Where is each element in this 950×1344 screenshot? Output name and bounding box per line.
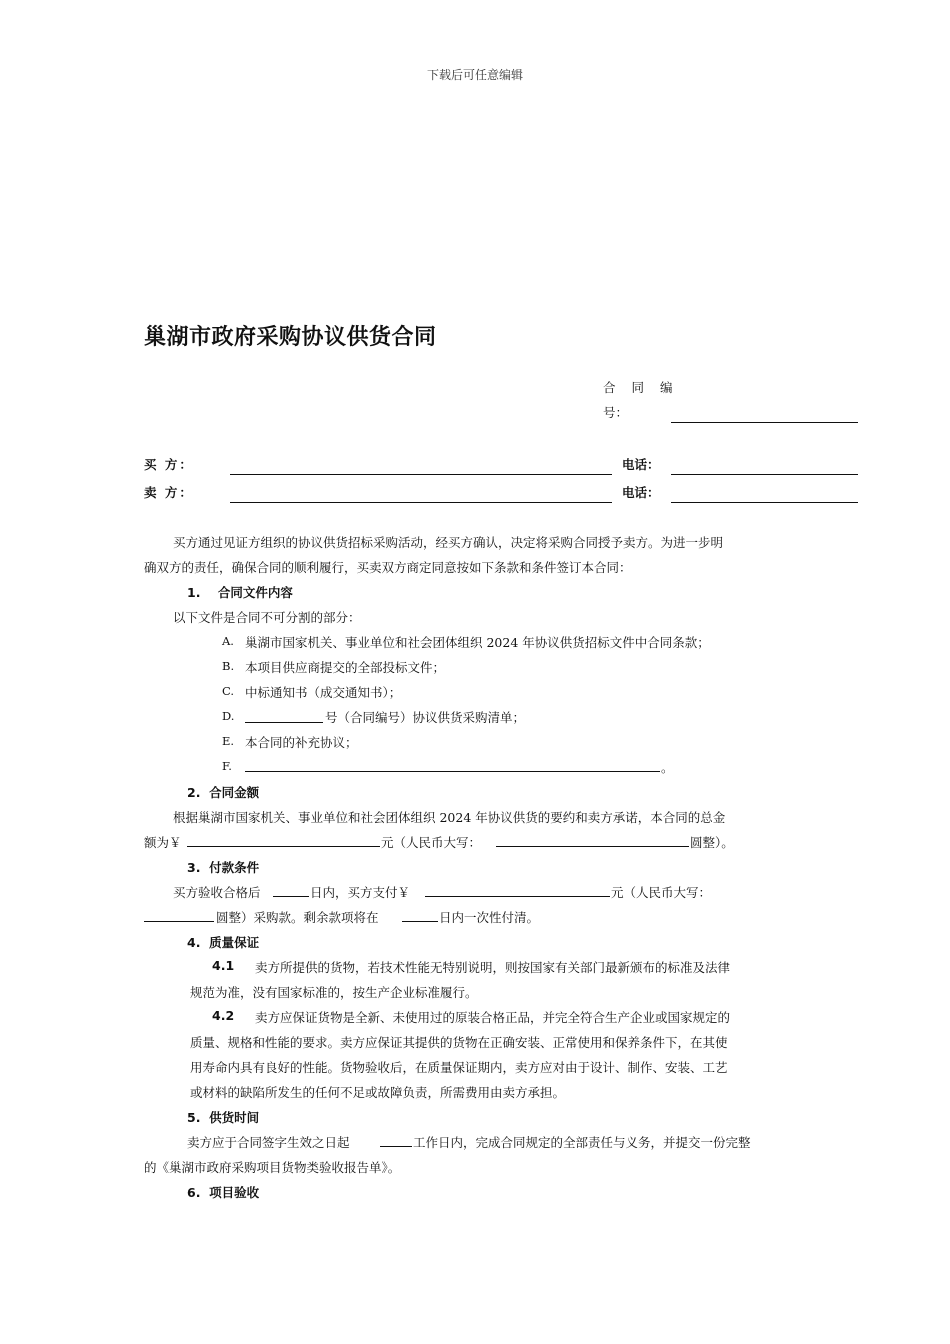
clause-4-2-line-3: 用寿命内具有良好的性能。货物验收后，在质量保证期内，卖方应对由于设计、制作、安装、工艺: [190, 1060, 728, 1075]
section-5-line-1b: 工作日内，完成合同规定的全部责任与义务，并提交一份完整: [413, 1135, 751, 1150]
section-5-heading: 5. 供货时间: [187, 1110, 260, 1125]
section-5-line-2: 的《巢湖市政府采购项目货物类验收报告单》。: [144, 1160, 401, 1175]
item-c-letter: C.: [222, 684, 235, 698]
item-a-letter: A.: [222, 634, 234, 648]
payment-amount-rmb-field[interactable]: [144, 921, 214, 922]
section-4-heading: 4. 质量保证: [187, 935, 260, 950]
header-note: 下载后可任意编辑: [426, 68, 523, 82]
seller-field[interactable]: [230, 502, 612, 503]
section-5-line-1a: 卖方应于合同签字生效之日起: [187, 1135, 350, 1150]
section-2-rmb-label: 元（人民币大写：: [381, 835, 482, 850]
intro-line-1: 买方通过见证方组织的协议供货招标采购活动，经买方确认，决定将采购合同授予卖方。为进一步明: [173, 535, 724, 550]
contract-no-label-top: 合 同 编: [603, 380, 679, 395]
item-f-letter: F.: [222, 759, 232, 773]
buyer-phone-label: 电话：: [622, 457, 660, 472]
payment-amount-field[interactable]: [425, 896, 610, 897]
item-e-letter: E.: [222, 734, 235, 748]
section-3-heading: 3. 付款条件: [187, 860, 260, 875]
item-c-text: 中标通知书（成交通知书）；: [245, 685, 402, 700]
clause-4-2-line-2: 质量、规格和性能的要求。卖方应保证其提供的货物在正确安装、正常使用和保养条件下，在其使: [190, 1035, 728, 1050]
section-3-line-1c: 元（人民币大写：: [611, 885, 712, 900]
buyer-field[interactable]: [230, 474, 612, 475]
clause-4-1-line-2: 规范为准，没有国家标准的，按生产企业标准履行。: [190, 985, 478, 1000]
item-b-letter: B.: [222, 659, 235, 673]
intro-line-2: 确双方的责任，确保合同的顺利履行，买卖双方商定同意按如下条款和条件签订本合同：: [144, 560, 632, 575]
item-e-text: 本合同的补充协议；: [245, 735, 358, 750]
section-2-line-1: 根据巢湖市国家机关、事业单位和社会团体组织 2024 年协议供货的要约和卖方承诺，本合同的总金: [173, 810, 726, 825]
total-amount-field[interactable]: [187, 846, 380, 847]
section-1-lead: 以下文件是合同不可分割的部分：: [173, 610, 361, 625]
section-3-line-2a: 圆整）采购款。剩余款项将在: [216, 910, 379, 925]
item-b-text: 本项目供应商提交的全部投标文件；: [245, 660, 446, 675]
item-d-letter: D.: [222, 709, 235, 723]
section-3-line-1b: 日内，买方支付￥: [310, 885, 411, 900]
section-6-heading: 6. 项目验收: [187, 1185, 260, 1200]
item-a-text: 巢湖市国家机关、事业单位和社会团体组织 2024 年协议供货招标文件中合同条款；: [245, 635, 710, 650]
section-2-heading: 2. 合同金额: [187, 785, 260, 800]
section-2-amount-label: 额为￥: [144, 835, 182, 850]
contract-no-field[interactable]: [671, 422, 858, 423]
document-title: 巢湖市政府采购协议供货合同: [144, 325, 437, 350]
buyer-label: 买 方：: [144, 457, 194, 472]
seller-phone-field[interactable]: [671, 502, 858, 503]
clause-4-1-line-1: 卖方所提供的货物，若技术性能无特别说明，则按国家有关部门最新颁布的标准及法律: [255, 960, 731, 975]
clause-4-2-number: 4.2: [212, 1008, 235, 1023]
item-f-field[interactable]: [245, 771, 660, 772]
total-amount-rmb-field[interactable]: [496, 846, 689, 847]
item-d-contract-no-field[interactable]: [245, 722, 323, 723]
acceptance-days-field[interactable]: [273, 896, 309, 897]
section-3-line-2b: 日内一次性付清。: [439, 910, 540, 925]
section-1-heading: 1. 合同文件内容: [187, 585, 293, 600]
section-3-line-1a: 买方验收合格后: [173, 885, 261, 900]
contract-no-label-bottom: 号：: [603, 405, 629, 420]
seller-label: 卖 方：: [144, 485, 194, 500]
clause-4-1-number: 4.1: [212, 958, 235, 973]
remaining-days-field[interactable]: [402, 921, 438, 922]
clause-4-2-line-1: 卖方应保证货物是全新、未使用过的原装合格正品，并完全符合生产企业或国家规定的: [255, 1010, 731, 1025]
buyer-phone-field[interactable]: [671, 474, 858, 475]
item-d-text: 号（合同编号）协议供货采购清单；: [325, 710, 526, 725]
section-2-suffix: 圆整）。: [690, 835, 734, 850]
item-f-text: 。: [661, 760, 674, 775]
delivery-days-field[interactable]: [380, 1146, 412, 1147]
clause-4-2-line-4: 或材料的缺陷所发生的任何不足或故障负责，所需费用由卖方承担。: [190, 1085, 566, 1100]
seller-phone-label: 电话：: [622, 485, 660, 500]
